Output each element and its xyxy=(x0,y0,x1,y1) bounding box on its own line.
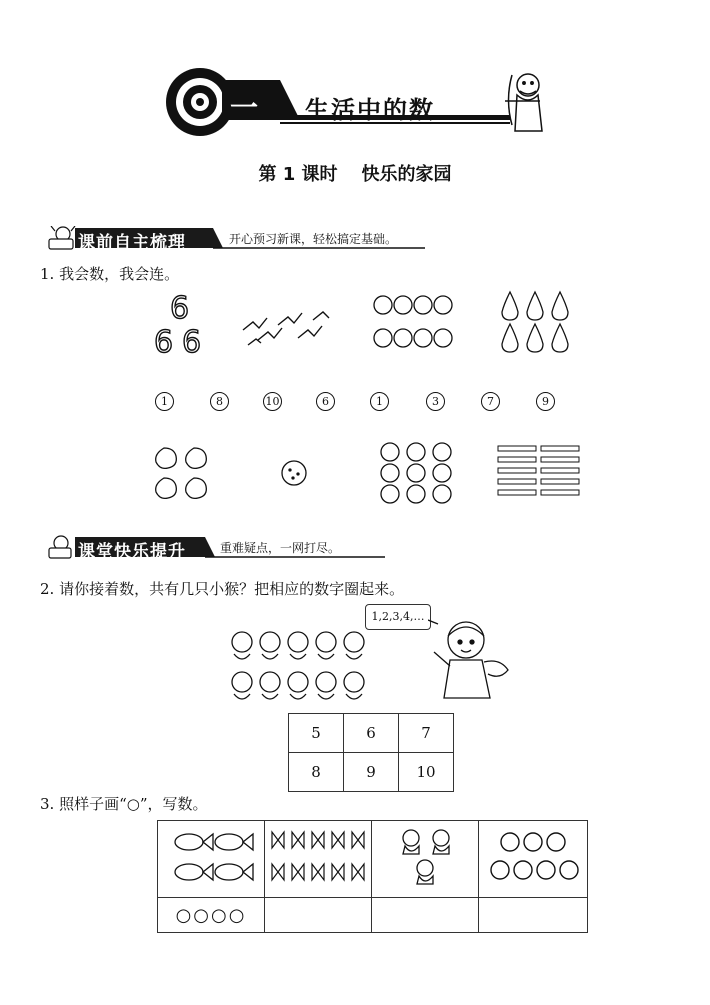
ball-cell xyxy=(479,821,588,898)
q1-top-pictures xyxy=(148,290,588,360)
section1-note: 开心预习新课，轻松搞定基础。 xyxy=(229,232,398,246)
chapter-number: 一 xyxy=(230,91,259,124)
number-circle[interactable]: 6 xyxy=(316,392,335,411)
peach-grid-icon xyxy=(156,448,207,498)
lesson-name: 快乐的家园 xyxy=(361,164,452,185)
grid-cell[interactable]: 10 xyxy=(399,753,454,792)
speech-bubble: 1,2,3,4,… xyxy=(365,604,431,630)
lesson-label: 第 1 课时 xyxy=(258,164,338,185)
number-grid xyxy=(288,713,454,792)
grid-cell[interactable]: 7 xyxy=(399,714,454,753)
svg-text:6: 6 xyxy=(170,291,190,326)
butterfly-cell xyxy=(265,821,372,898)
grid-cell[interactable]: 6 xyxy=(344,714,399,753)
orange-icon xyxy=(282,461,306,485)
girl-counting-icon xyxy=(428,610,518,705)
fish-group-icon xyxy=(159,822,263,892)
question-3: 3. 照样子画“○”，写数。 xyxy=(40,795,208,813)
number-circle[interactable]: 1 xyxy=(155,392,174,411)
butterfly-group-icon xyxy=(266,822,370,892)
number-circle[interactable]: 10 xyxy=(263,392,282,411)
grid-cell[interactable]: 8 xyxy=(289,753,344,792)
draw-and-write-table xyxy=(157,820,588,933)
sample-circles: ○○○○ xyxy=(158,898,265,933)
number-circle[interactable]: 1 xyxy=(370,392,389,411)
squirrel-group-icon xyxy=(373,822,477,892)
monkey-grid-icon xyxy=(230,628,370,708)
chapter-title: 生活中的数 xyxy=(305,96,435,124)
answer-cell[interactable] xyxy=(265,898,372,933)
pear-grid-icon xyxy=(502,292,568,352)
old-man-archer-icon xyxy=(505,74,542,131)
grid-cell[interactable]: 5 xyxy=(289,714,344,753)
number-circle[interactable]: 8 xyxy=(210,392,229,411)
child-with-sign-icon xyxy=(49,536,71,558)
squirrel-cell xyxy=(372,821,479,898)
reading-child-icon xyxy=(49,226,75,249)
number-circle[interactable]: 9 xyxy=(536,392,555,411)
question-2: 2. 请你接着数，共有几只小猴？把相应的数字圈起来。 xyxy=(40,580,405,598)
svg-text:6: 6 xyxy=(182,325,202,360)
fish-cell xyxy=(158,821,265,898)
strawberry-grid-icon xyxy=(374,296,452,347)
number-circle[interactable]: 3 xyxy=(426,392,445,411)
section2-note: 重难疑点，一网打尽。 xyxy=(220,541,341,555)
bird-flock-icon xyxy=(243,312,329,345)
number-circle[interactable]: 7 xyxy=(481,392,500,411)
question-1: 1. 我会数，我会连。 xyxy=(40,265,180,283)
tomato-grid-icon xyxy=(381,443,451,503)
snail-group-icon xyxy=(154,291,201,360)
answer-cell[interactable] xyxy=(372,898,479,933)
answer-cell[interactable] xyxy=(479,898,588,933)
section1-label: 课前自主梳理 xyxy=(78,233,186,253)
volleyball-group-icon xyxy=(480,822,586,892)
grid-cell[interactable]: 9 xyxy=(344,753,399,792)
q1-bottom-pictures xyxy=(148,440,588,506)
pencil-group-icon xyxy=(498,446,579,495)
lesson-title xyxy=(0,160,710,186)
section2-label: 课堂快乐提升 xyxy=(78,542,186,562)
svg-text:6: 6 xyxy=(154,325,174,360)
